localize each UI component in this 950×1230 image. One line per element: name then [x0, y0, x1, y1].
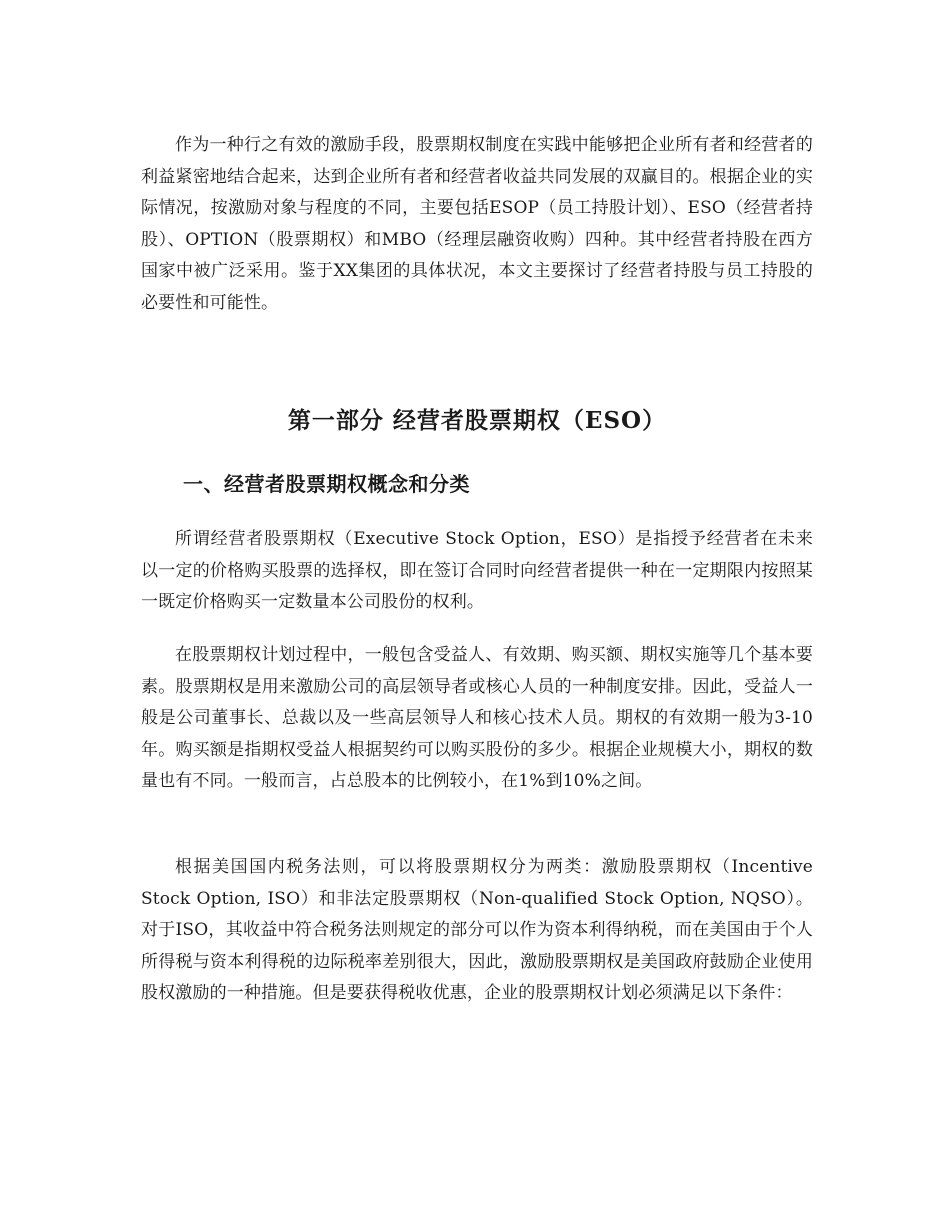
- intro-paragraph: 作为一种行之有效的激励手段，股票期权制度在实践中能够把企业所有者和经营者的利益紧密地结合起来，达到企业所有者和经营者收益共同发展的双赢目的。根据企业的实际情况，按激励对象与程度的不同，主要包括ESOP（员工持股计划）、ESO（经营者持股）、OPTION（股票期权）和MBO（经理层融资收购）四种。其中经营者持股在西方国家中被广泛采用。鉴于XX集团的具体状况，本文主要探讨了经营者持股与员工持股的必要性和可能性。: [141, 135, 813, 313]
- body-paragraph-definition: 所谓经营者股票期权（Executive Stock Option，ESO）是指授予经营者在未来以一定的价格购买股票的选择权，即在签订合同时向经营者提供一种在一定期限内按照某一既定价格购买一定数量本公司股份的权利。: [141, 529, 813, 612]
- part-title: 第一部分 经营者股票期权（ESO）: [287, 407, 667, 434]
- body-paragraph-classification: 根据美国国内税务法则，可以将股票期权分为两类：激励股票期权（Incentive Stock Option, ISO）和非法定股票期权（Non-qualified Stock Option, NQSO）。对于ISO，其收益中符合税务法则规定的部分可以作为资本利得纳税，而在美国由于个人所得税与资本利得税的边际税率差别很大，因此，激励股票期权是美国政府鼓励企业使用股权激励的一种措施。但是要获得税收优惠，企业的股票期权计划必须满足以下条件：: [141, 857, 813, 1003]
- section-title: 一、经营者股票期权概念和分类: [183, 472, 470, 496]
- document-page: [141, 130, 813, 1003]
- body-paragraph-elements: 在股票期权计划过程中，一般包含受益人、有效期、购买额、期权实施等几个基本要素。股票期权是用来激励公司的高层领导者或核心人员的一种制度安排。因此，受益人一般是公司董事长、总裁以及一些高层领导人和核心技术人员。期权的有效期一般为3-10年。购买额是指期权受益人根据契约可以购买股份的多少。根据企业规模大小，期权的数量也有不同。一般而言，占总股本的比例较小，在1%到10%之间。: [141, 645, 813, 791]
